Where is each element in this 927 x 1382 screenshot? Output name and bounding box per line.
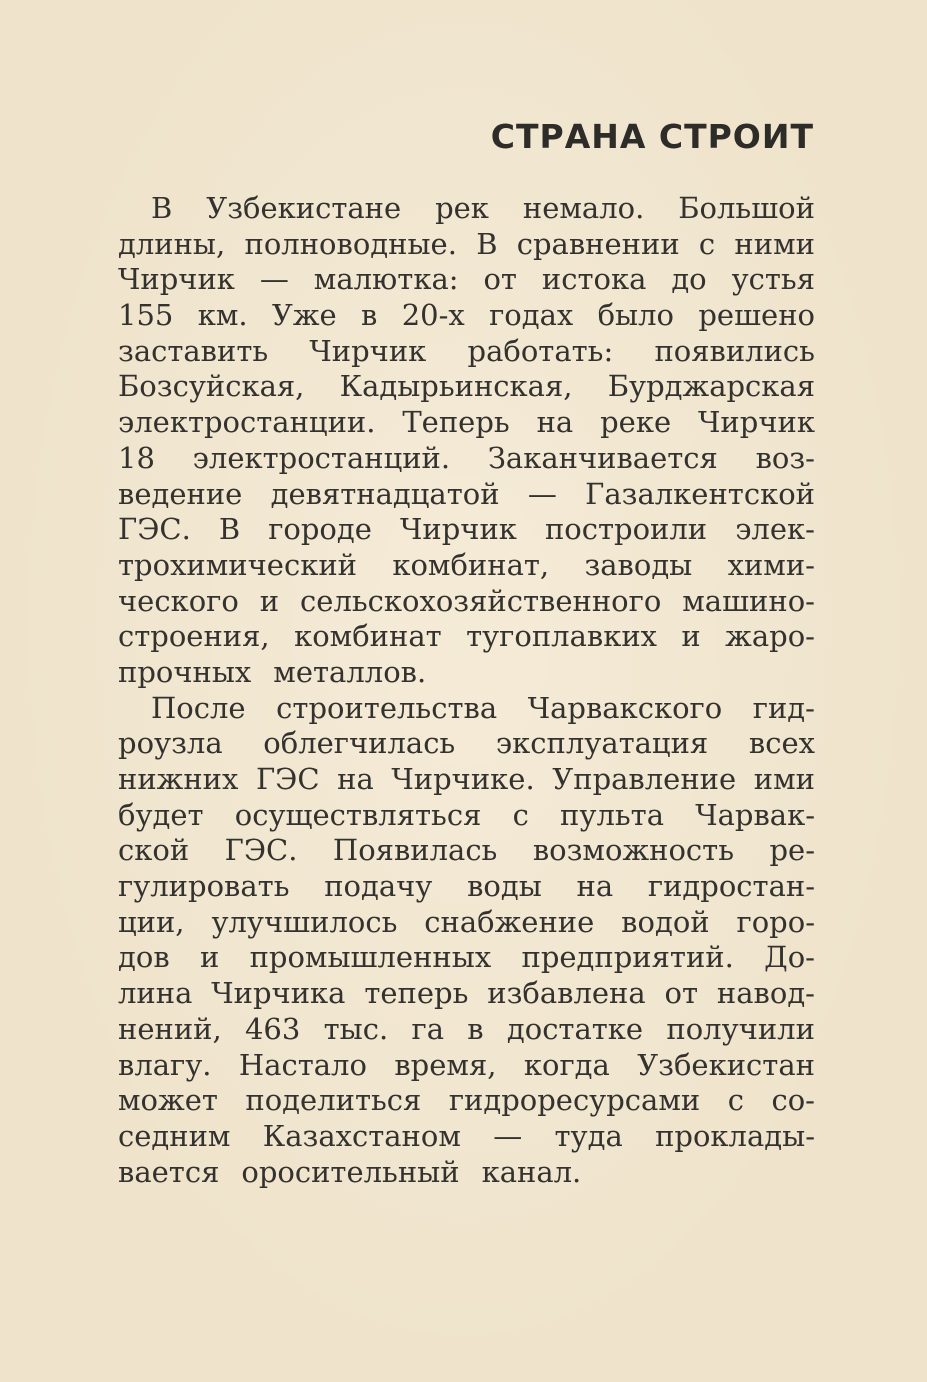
word: ГЭС — [255, 762, 320, 796]
word: В — [151, 191, 173, 225]
word: После — [151, 690, 246, 725]
word: с — [698, 226, 716, 261]
word: воды — [467, 869, 542, 904]
word: 155 — [118, 298, 174, 333]
word: Управление — [552, 762, 737, 796]
word: ведение — [118, 476, 243, 511]
word: Чирчика — [211, 976, 346, 1011]
word: туда — [554, 1118, 623, 1153]
word: прочных — [118, 654, 252, 689]
word: элек- — [735, 512, 815, 547]
word: ними — [734, 226, 815, 261]
word: устья — [731, 262, 815, 297]
word: тугоплавких — [466, 619, 657, 654]
word: машино- — [682, 583, 815, 618]
word: седним — [118, 1118, 231, 1153]
word: тыс. — [323, 1011, 389, 1046]
text-line — [118, 548, 815, 584]
word: Уже — [271, 298, 337, 333]
word: эксплуатация — [495, 726, 709, 761]
word: Настало — [238, 1047, 367, 1082]
word: навод- — [716, 976, 815, 1011]
word: малютка: — [313, 262, 459, 297]
word: Казахстаном — [262, 1118, 461, 1153]
text-line — [118, 691, 815, 727]
paragraph — [118, 691, 815, 1191]
text-line — [118, 512, 815, 548]
word: Чирчик — [698, 405, 815, 440]
word: Чарвак- — [695, 797, 815, 832]
word: улучшилось — [211, 904, 398, 939]
word: Бозсуйская, — [118, 369, 305, 404]
word: Большой — [678, 191, 815, 225]
word: предприятий. — [521, 940, 734, 975]
text-line — [118, 262, 815, 298]
word: и — [199, 940, 220, 975]
word: рек — [435, 191, 489, 225]
word: хими- — [727, 547, 815, 582]
word: Кадырьинская, — [339, 369, 573, 404]
word: — — [527, 476, 557, 511]
word: дов — [118, 940, 170, 975]
word: жаро- — [725, 619, 815, 654]
word: Появилась — [332, 833, 498, 868]
word: ции, — [118, 904, 185, 939]
word: возможность — [532, 833, 734, 868]
word: гид- — [752, 690, 815, 725]
word: решено — [698, 298, 815, 333]
word: промышленных — [249, 940, 492, 975]
word: До- — [764, 940, 815, 975]
text-line — [118, 1083, 815, 1119]
word: га — [411, 1011, 444, 1046]
word: ре- — [769, 833, 815, 868]
word: вается — [118, 1154, 220, 1189]
word: электростанций. — [192, 440, 451, 475]
word: — — [493, 1118, 523, 1153]
word: строительства — [276, 690, 498, 725]
word: лина — [118, 976, 193, 1011]
word: гулировать — [118, 869, 290, 904]
word: сельскохозяйственного — [300, 583, 662, 618]
text-line — [118, 1048, 815, 1084]
word: реке — [600, 405, 672, 440]
word: Чирчик — [399, 512, 517, 547]
word: с — [512, 797, 529, 832]
word: в — [467, 1011, 484, 1046]
word: горо- — [736, 904, 815, 939]
word: ческого — [118, 583, 239, 618]
text-line — [118, 584, 815, 620]
word: избавлена — [487, 976, 646, 1011]
word: облегчилась — [263, 726, 456, 761]
word: — — [259, 262, 289, 297]
word: появились — [654, 333, 815, 368]
paragraph — [118, 191, 815, 691]
word: городе — [268, 512, 372, 547]
word: истока — [541, 262, 647, 297]
word: оросительный — [241, 1154, 460, 1189]
page-heading: СТРАНА СТРОИТ — [490, 117, 814, 156]
word: снабжение — [424, 904, 595, 939]
word: км. — [197, 298, 248, 333]
text-line — [118, 405, 815, 441]
word: годах — [489, 298, 574, 333]
word: гидроресурсами — [448, 1083, 701, 1118]
word: Чирчик — [309, 333, 427, 368]
word: пульта — [560, 797, 664, 832]
word: когда — [523, 1047, 610, 1082]
body-text — [118, 191, 815, 1190]
word: Заканчивается — [487, 440, 718, 475]
word: от — [664, 976, 699, 1011]
word: нижних — [118, 762, 239, 796]
text-line — [118, 940, 815, 976]
word: сравнении — [516, 226, 680, 261]
word: построили — [544, 512, 708, 547]
word: Узбекистане — [206, 191, 402, 225]
word: Чарвакского — [527, 690, 723, 725]
text-line — [118, 869, 815, 905]
word: трохимический — [118, 547, 357, 582]
word: Чирчик — [118, 262, 235, 297]
word: и — [681, 619, 701, 654]
word: ской — [118, 833, 190, 868]
text-line — [118, 1119, 815, 1155]
text-line — [118, 762, 815, 798]
word: работать: — [467, 333, 614, 368]
word: строения, — [118, 619, 270, 654]
text-line — [118, 619, 815, 655]
word: роузла — [118, 726, 223, 761]
word: на — [536, 405, 574, 440]
word: Узбекистан — [637, 1047, 815, 1082]
word: металлов. — [273, 654, 427, 689]
word: ими — [753, 762, 815, 796]
word: воз- — [755, 440, 815, 475]
text-line — [118, 191, 815, 227]
word: на — [337, 762, 374, 796]
word: от — [483, 262, 517, 297]
word: канал. — [481, 1154, 582, 1189]
word: Теперь — [402, 405, 510, 440]
word: теперь — [364, 976, 469, 1011]
word: со- — [771, 1083, 815, 1118]
text-line — [118, 905, 815, 941]
text-line — [118, 441, 815, 477]
word: В — [218, 512, 241, 547]
word: комбинат — [294, 619, 442, 654]
word: в — [361, 298, 378, 333]
word: достатке — [506, 1011, 644, 1046]
word: может — [118, 1083, 218, 1118]
word: девятнадцатой — [270, 476, 500, 511]
text-line — [118, 976, 815, 1012]
word: всех — [748, 726, 815, 761]
word: до — [671, 262, 707, 297]
text-line — [118, 798, 815, 834]
word: время, — [394, 1047, 497, 1082]
word: 463 — [244, 1011, 301, 1046]
text-line — [118, 477, 815, 513]
word: на — [576, 869, 614, 904]
word: электростанции. — [118, 405, 376, 440]
word: ГЭС. — [224, 833, 298, 868]
text-line — [118, 1012, 815, 1048]
word: водой — [621, 904, 710, 939]
word: нений, — [118, 1011, 222, 1046]
word: подачу — [324, 869, 433, 904]
word: заставить — [118, 333, 269, 368]
word: получили — [666, 1011, 815, 1046]
word: будет — [118, 797, 204, 832]
word: Чирчике. — [391, 762, 535, 796]
word: В — [476, 226, 498, 261]
word: гидростан- — [647, 869, 815, 904]
word: ГЭС. — [118, 512, 191, 547]
word: с — [727, 1083, 744, 1118]
word: 18 — [118, 440, 155, 475]
word: полноводные. — [244, 226, 457, 261]
text-line — [118, 1155, 815, 1191]
word: немало. — [522, 191, 645, 225]
word: и — [259, 583, 280, 618]
word: 20-х — [401, 298, 465, 333]
word: проклады- — [655, 1118, 815, 1153]
word: осуществляться — [234, 797, 482, 832]
text-line — [118, 655, 815, 691]
text-line — [118, 369, 815, 405]
word: было — [597, 298, 675, 333]
word: длины, — [118, 226, 226, 261]
word: поделиться — [245, 1083, 422, 1118]
text-line — [118, 726, 815, 762]
word: Газалкентской — [585, 476, 815, 511]
text-line — [118, 298, 815, 334]
word: Бурджарская — [607, 369, 815, 404]
word: влагу. — [118, 1047, 212, 1082]
word: заводы — [584, 547, 693, 582]
text-line — [118, 334, 815, 370]
word: комбинат, — [392, 547, 550, 582]
text-line — [118, 833, 815, 869]
text-line — [118, 227, 815, 263]
